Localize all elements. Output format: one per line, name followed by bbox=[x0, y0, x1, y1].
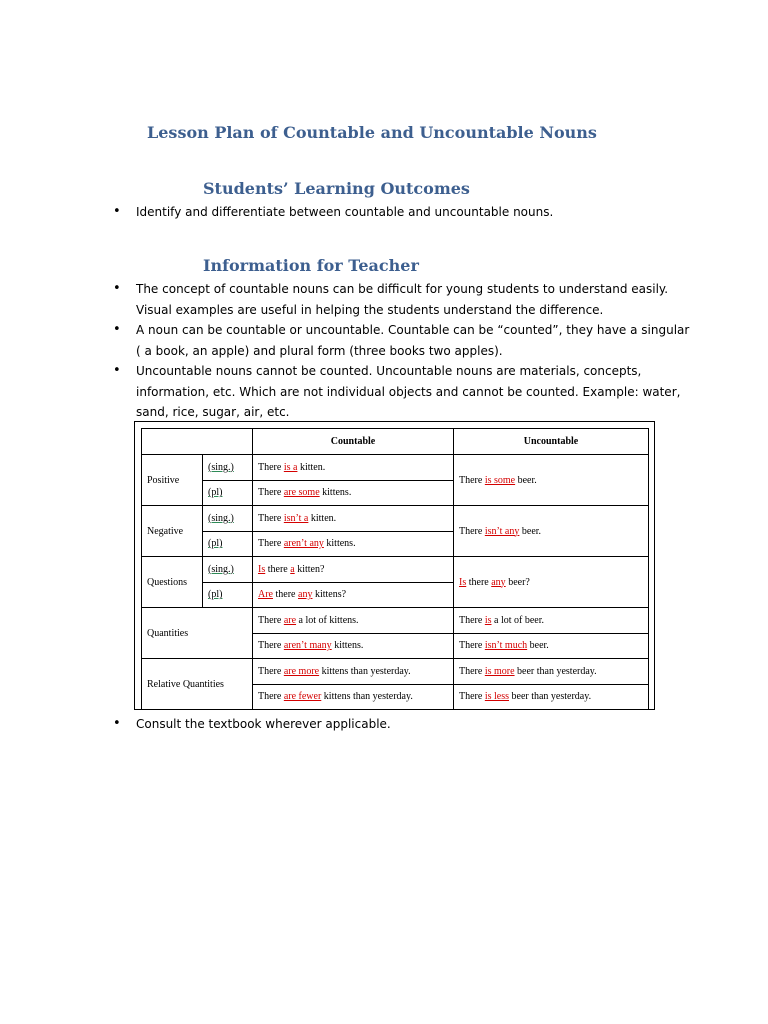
table-row bbox=[142, 557, 649, 583]
outcomes-list bbox=[112, 202, 690, 223]
relative-uncountable-cell: There is more beer than yesterday. bbox=[454, 659, 649, 685]
row-label-questions: Questions bbox=[142, 557, 203, 608]
quantities-uncountable-neg-cell: There isn’t much beer. bbox=[454, 633, 649, 659]
row-label-relative: Relative Quantities bbox=[142, 659, 253, 710]
row-label-quantities: Quantities bbox=[142, 608, 253, 659]
sing-tag: (sing.) bbox=[203, 557, 253, 583]
row-label-negative: Negative bbox=[142, 506, 203, 557]
list-item: • Uncountable nouns cannot be counted. Uncountable nouns are materials, concepts, information, etc. Which are not individual objects and cannot be counted. Example: water, sand, rice, sugar, air, etc. bbox=[112, 361, 690, 423]
relative-uncountable-less-cell: There is less beer than yesterday. bbox=[454, 684, 649, 710]
teacher-info-heading: Information for Teacher bbox=[203, 256, 419, 275]
teacher-info-list bbox=[112, 279, 690, 423]
table-row bbox=[142, 659, 649, 685]
relative-countable-fewer-cell: There are fewer kittens than yesterday. bbox=[253, 684, 454, 710]
positive-uncountable-cell: There is some beer. bbox=[454, 455, 649, 506]
questions-sing-cell: Is there a kitten? bbox=[253, 557, 454, 583]
positive-pl-cell: There are some kittens. bbox=[253, 480, 454, 506]
questions-pl-cell: Are there any kittens? bbox=[253, 582, 454, 608]
quantities-uncountable-cell: There is a lot of beer. bbox=[454, 608, 649, 634]
list-item: • Identify and differentiate between countable and uncountable nouns. bbox=[112, 202, 690, 223]
grammar-table bbox=[141, 428, 649, 710]
quantities-countable-neg-cell: There aren’t many kittens. bbox=[253, 633, 454, 659]
negative-sing-cell: There isn’t a kitten. bbox=[253, 506, 454, 532]
pl-tag: (pl) bbox=[203, 531, 253, 557]
table-row bbox=[142, 608, 649, 634]
list-item: • Consult the textbook wherever applicable. bbox=[112, 714, 690, 735]
list-item: • The concept of countable nouns can be difficult for young students to understand easily. Visual examples are useful in helping the students understand the difference. bbox=[112, 279, 690, 320]
closing-list bbox=[112, 714, 690, 735]
sing-tag: (sing.) bbox=[203, 455, 253, 481]
quantities-countable-cell: There are a lot of kittens. bbox=[253, 608, 454, 634]
page-title: Lesson Plan of Countable and Uncountable Nouns bbox=[147, 123, 597, 142]
row-label-positive: Positive bbox=[142, 455, 203, 506]
table-row bbox=[142, 506, 649, 532]
table-row bbox=[142, 455, 649, 481]
grammar-table-frame bbox=[134, 421, 655, 710]
relative-countable-cell: There are more kittens than yesterday. bbox=[253, 659, 454, 685]
negative-pl-cell: There aren’t any kittens. bbox=[253, 531, 454, 557]
outcomes-heading: Students’ Learning Outcomes bbox=[203, 179, 470, 198]
questions-uncountable-cell: Is there any beer? bbox=[454, 557, 649, 608]
positive-sing-cell: There is a kitten. bbox=[253, 455, 454, 481]
header-blank-cell bbox=[142, 429, 253, 455]
pl-tag: (pl) bbox=[203, 582, 253, 608]
list-item: • A noun can be countable or uncountable. Countable can be “counted”, they have a singular ( a book, an apple) and plural form (three books two apples). bbox=[112, 320, 690, 361]
header-uncountable: Uncountable bbox=[454, 429, 649, 455]
pl-tag: (pl) bbox=[203, 480, 253, 506]
header-countable: Countable bbox=[253, 429, 454, 455]
sing-tag: (sing.) bbox=[203, 506, 253, 532]
negative-uncountable-cell: There isn’t any beer. bbox=[454, 506, 649, 557]
table-header-row bbox=[142, 429, 649, 455]
